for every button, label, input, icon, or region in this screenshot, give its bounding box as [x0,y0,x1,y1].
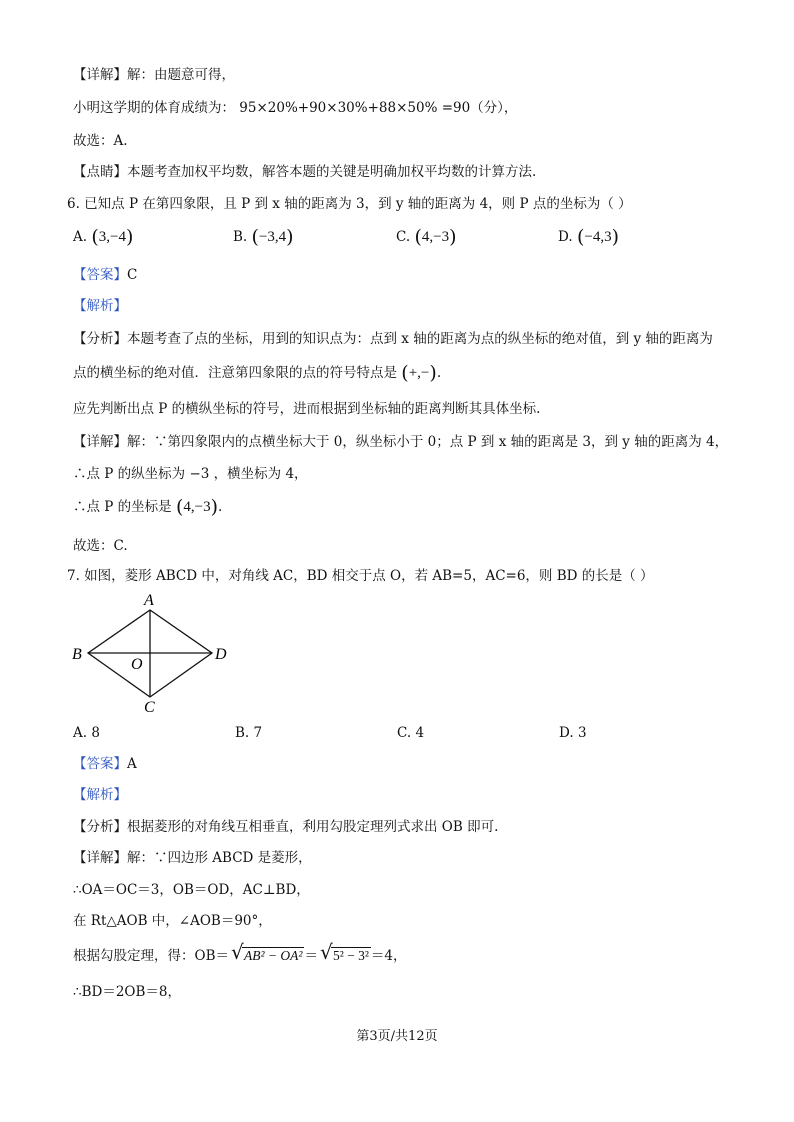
q7-option-d: D. 3 [559,725,587,741]
q7-option-b: B. 7 [235,725,263,741]
rhombus-figure [68,590,238,715]
line-xiangjie-1 [73,66,235,84]
xiangjie-7-b: ∴OA＝OC＝3，OB＝OD，AC⊥BD， [73,882,310,898]
score-line: 小明这学期的体育成绩为： 95×20%+90×30%+88×50% =90（分）， [73,100,518,116]
page-footer: 第3页/共12页 [356,1029,438,1044]
fenxi-7: 【分析】根据菱形的对角线互相垂直，利用勾股定理列式求出 OB 即可. [73,819,499,835]
vertex-label-a: A [144,592,154,609]
q7-option-c: C. 4 [397,725,425,741]
sqrt-5-3: √ 5² − 3² [319,940,369,964]
q6-option-d: D. (−4,3) [558,226,619,248]
vertex-label-b: B [72,646,82,663]
q6-option-b: B. (−3,4) [233,226,294,248]
answer-tag: 【答案】 [73,756,127,772]
xiangjie-6-b: ∴点 P 的纵坐标为 −3 ，横坐标为 4， [73,466,308,482]
fenxi-6-a: 【分析】本题考查了点的坐标，用到的知识点为：点到 x 轴的距离为点的纵坐标的绝对值，到 y 轴的距离为 [73,331,713,347]
question-6: 6. 已知点 P 在第四象限，且 P 到 x 轴的距离为 3，到 y 轴的距离为 4，则 P 点的坐标为（ ） [67,196,632,212]
xiangjie-tag: 【详解】 [73,67,127,83]
dianjing-tag: 【点睛】 [73,164,127,180]
dianjing-text: 本题考查加权平均数，解答本题的关键是明确加权平均数的计算方法. [127,164,537,180]
jiexi-6: 【解析】 [73,298,127,314]
jiexi-7: 【解析】 [73,787,127,803]
xiangjie-7-a: 【详解】解：∵四边形 ABCD 是菱形， [73,850,312,866]
vertex-label-c: C [144,699,155,715]
xiangjie-6-a: 【详解】解：∵第四象限内的点横坐标大于 0，纵坐标小于 0；点 P 到 x 轴的距离是 3，到 y 轴的距离为 4， [73,434,729,450]
fenxi-6-c: 应先判断出点 P 的横纵坐标的符号，进而根据到坐标轴的距离判断其具体坐标. [73,401,541,417]
vertex-label-d: D [215,646,227,663]
center-label-o: O [131,656,143,673]
choose-a-line: 故选：A. [73,133,128,149]
sign-pair: (+,−) [401,362,437,384]
xiangjie-7-d: 根据勾股定理，得：OB＝ √ AB² − OA² ＝ √ 5² − 3² ＝4， [73,940,407,964]
fenxi-6-b: 点的横坐标的绝对值．注意第四象限的点的符号特点是 (+,−). [73,362,442,384]
p-coordinate: (4,−3) [175,496,219,518]
answer-6: 【答案】C [73,267,138,283]
q6-option-b-value: (−3,4) [251,226,294,248]
dianjing-line [73,163,536,181]
guxuan-6: 故选：C. [73,538,128,554]
q7-option-a: A. 8 [73,725,100,741]
answer-tag: 【答案】 [73,267,127,283]
xiangjie-7-e: ∴BD＝2OB＝8， [73,984,181,1000]
xiangjie-7-c: 在 Rt△AOB 中，∠AOB＝90°， [73,913,272,929]
answer-7: 【答案】A [73,756,137,772]
xiangjie-text: 解：由题意可得， [127,67,235,83]
q6-option-c-value: (4,−3) [414,226,457,248]
question-7: 7. 如图，菱形 ABCD 中，对角线 AC，BD 相交于点 O，若 AB=5，AC=6，则 BD 的长是（ ） [67,568,654,584]
q6-option-c: C. (4,−3) [396,226,457,248]
q6-option-a-value: (3,−4) [91,226,134,248]
q6-option-a: A. (3,−4) [73,226,134,248]
q6-option-d-value: (−4,3) [576,226,619,248]
xiangjie-6-c: ∴点 P 的坐标是 (4,−3). [73,496,223,518]
sqrt-ab-oa: √ AB² − OA² [231,940,303,964]
